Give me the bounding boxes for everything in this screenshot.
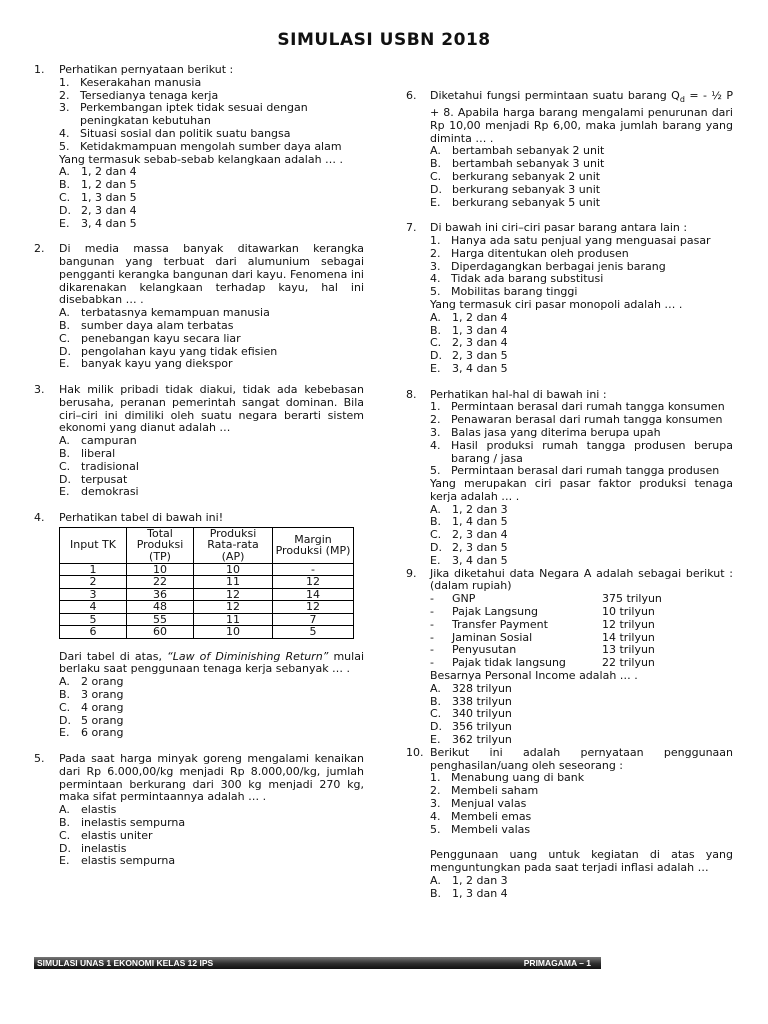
table-cell: 5 [60, 613, 127, 626]
answer-option: E. elastis sempurna [59, 854, 176, 868]
list-item: 5. Mobilitas barang tinggi [430, 285, 578, 299]
question-9 [406, 568, 733, 747]
question-prompt: Dari tabel di atas, “Law of Diminishing Return” mulai berlaku saat penggunaan tenaga kerja sebanyak … . [59, 649, 364, 676]
table-cell: 14 [273, 588, 354, 601]
table-row [60, 626, 354, 639]
table-header-cell: Produksi Rata-rata (AP) [194, 527, 273, 563]
answer-option: C. elastis uniter [59, 828, 153, 842]
answer-option: A. elastis [59, 803, 117, 817]
answer-option: C. 4 orang [59, 700, 124, 714]
table-cell: 7 [273, 613, 354, 626]
table-cell: 12 [194, 588, 273, 601]
answer-option: C. tradisional [59, 459, 139, 473]
question-stem: Berikut ini adalah pernyataan penggunaan penghasilan/uang oleh seseorang : [430, 745, 733, 772]
table-row [60, 563, 354, 576]
question-number: 2. [34, 242, 45, 256]
answer-option: C. 2, 3 dan 4 [430, 528, 508, 542]
list-item: 5. Ketidakmampuan mengolah sumber daya alam [59, 139, 342, 153]
answer-option: D. 2, 3 dan 5 [430, 349, 508, 363]
answer-option: D. pengolahan kayu yang tidak efisien [59, 344, 278, 358]
question-number: 10. [406, 745, 424, 759]
answer-option: E. 3, 4 dan 5 [430, 553, 508, 567]
answer-option: E. demokrasi [59, 485, 139, 499]
law-quote: “Law of Diminishing Return” [167, 649, 329, 663]
list-item: 3. Balas jasa yang diterima berupa upah [430, 425, 661, 439]
list-item: 1. Menabung uang di bank [430, 771, 585, 785]
list-item: 1. Hanya ada satu penjual yang menguasai pasar [430, 233, 711, 247]
answer-option: A. 2 orang [59, 675, 124, 689]
question-2 [34, 243, 364, 371]
list-item: 1. Permintaan berasal dari rumah tangga konsumen [430, 400, 725, 414]
data-row: - Penyusutan 13 trilyun [430, 643, 655, 657]
question-4 [34, 512, 364, 740]
answer-option: E. banyak kayu yang diekspor [59, 357, 233, 371]
list-item: 2. Penawaran berasal dari rumah tangga konsumen [430, 413, 723, 427]
table-cell: 10 [194, 626, 273, 639]
table-header-row [60, 527, 354, 563]
table-row [60, 576, 354, 589]
data-row: - GNP 375 trilyun [430, 592, 662, 606]
answer-option: A. 1, 2 dan 3 [430, 502, 508, 516]
table-row [60, 601, 354, 614]
question-1 [34, 64, 364, 230]
question-number: 3. [34, 382, 45, 396]
question-number: 6. [406, 89, 417, 102]
answer-option: D. berkurang sebanyak 3 unit [430, 182, 601, 196]
question-stem: Perhatikan pernyataan berikut : [59, 63, 234, 76]
answer-option: D. 5 orang [59, 713, 124, 727]
answer-option: A. terbatasnya kemampuan manusia [59, 306, 270, 320]
table-row [60, 588, 354, 601]
data-row: - Transfer Payment 12 trilyun [430, 617, 655, 631]
answer-option: C. 1, 3 dan 5 [59, 190, 137, 204]
list-item: 2. Harga ditentukan oleh produsen [430, 246, 629, 260]
table-cell: 4 [60, 601, 127, 614]
table-cell: 60 [127, 626, 194, 639]
answer-option: C. 340 trilyun [430, 707, 512, 721]
table-cell: 3 [60, 588, 127, 601]
table-cell: 55 [127, 613, 194, 626]
answer-option: E. 6 orang [59, 726, 124, 740]
question-8 [406, 389, 733, 568]
question-number: 5. [34, 752, 45, 766]
table-cell: 12 [273, 601, 354, 614]
answer-option: B. 338 trilyun [430, 694, 512, 708]
answer-option: B. 3 orang [59, 688, 124, 702]
answer-option: B. inelastis sempurna [59, 816, 186, 830]
question-6 [406, 90, 733, 209]
footer-page-label: PRIMAGAMA – 1 [523, 958, 591, 968]
table-cell: 2 [60, 576, 127, 589]
answer-option: A. 1, 2 dan 3 [430, 873, 508, 887]
answer-option: B. 1, 3 dan 4 [430, 323, 508, 337]
data-row: - Pajak Langsung 10 trilyun [430, 605, 655, 619]
question-7 [406, 222, 733, 376]
answer-option: A. 1, 2 dan 4 [59, 165, 137, 179]
question-stem: Di bawah ini ciri–ciri pasar barang antara lain : [430, 221, 688, 235]
table-cell: 10 [194, 563, 273, 576]
left-column [34, 64, 364, 868]
list-item: 4. Tidak ada barang substitusi [430, 272, 604, 286]
table-header-cell: Margin Produksi (MP) [273, 527, 354, 563]
question-stem: Perhatikan hal-hal di bawah ini : [430, 387, 607, 401]
question-number: 8. [406, 387, 417, 401]
table-cell: 12 [194, 601, 273, 614]
question-prompt: Besarnya Personal Income adalah … . [430, 669, 638, 683]
answer-option: D. 2, 3 dan 4 [59, 203, 137, 217]
answer-option: A. campuran [59, 434, 137, 448]
table-cell: 1 [60, 563, 127, 576]
answer-option: D. terpusat [59, 472, 128, 486]
answer-option: B. 1, 2 dan 5 [59, 178, 137, 192]
question-10 [406, 747, 733, 901]
answer-option: B. 1, 3 dan 4 [430, 886, 508, 900]
answer-option: E. 3, 4 dan 5 [430, 361, 508, 375]
table-cell: - [273, 563, 354, 576]
question-number: 1. [34, 63, 45, 76]
answer-option: D. 356 trilyun [430, 720, 512, 734]
answer-option: C. penebangan kayu secara liar [59, 331, 241, 345]
answer-option: D. 2, 3 dan 5 [430, 541, 508, 555]
list-item: 2. Tersedianya tenaga kerja [59, 88, 219, 102]
list-item: 3. Perkembangan iptek tidak sesuai dengan peningkatan kebutuhan [59, 101, 308, 128]
question-number: 9. [406, 566, 417, 580]
table-cell: 6 [60, 626, 127, 639]
answer-option: A. 328 trilyun [430, 681, 512, 695]
answer-option: C. berkurang sebanyak 2 unit [430, 169, 601, 183]
question-number: 4. [34, 510, 45, 524]
question-stem: Diketahui fungsi permintaan suatu barang $Q_d$ = - ½ P + 8. Apabila harga barang mengalami penurunan dari Rp 10,00 menjadi Rp 6,00, maka jumlah barang yang diminta … . [430, 89, 734, 145]
answer-option: E. berkurang sebanyak 5 unit [430, 195, 601, 209]
list-item: 1. Keserakahan manusia [59, 75, 202, 89]
answer-option: B. liberal [59, 446, 116, 460]
table-cell: 5 [273, 626, 354, 639]
list-item: 3. Menjual valas [430, 797, 527, 811]
list-item: 5. Permintaan berasal dari rumah tangga produsen [430, 464, 720, 478]
table-row [60, 613, 354, 626]
list-item: 3. Diperdagangkan berbagai jenis barang [430, 259, 666, 273]
answer-option: D. inelastis [59, 841, 127, 855]
table-header-cell: Input TK [60, 527, 127, 563]
list-item: 4. Membeli emas [430, 809, 532, 823]
question-stem: Perhatikan tabel di bawah ini! [59, 510, 224, 524]
question-prompt: Yang termasuk ciri pasar monopoli adalah … . [430, 297, 683, 311]
answer-option: E. 3, 4 dan 5 [59, 216, 137, 230]
table-cell: 22 [127, 576, 194, 589]
page-footer [34, 957, 601, 969]
answer-option: B. sumber daya alam terbatas [59, 318, 234, 332]
question-stem: Hak milik pribadi tidak diakui, tidak ada kebebasan berusaha, peranan pemerintah sangat dominan. Bila ciri–ciri ini dimiliki oleh suatu negara berarti sistem ekonomi yang dianut adalah … [59, 382, 364, 435]
list-item: 4. Situasi sosial dan politik suatu bangsa [59, 126, 291, 140]
table-cell: 11 [194, 613, 273, 626]
footer-left-text: SIMULASI UNAS 1 EKONOMI KELAS 12 IPS [37, 958, 214, 968]
question-3 [34, 384, 364, 499]
list-item: 5. Membeli valas [430, 822, 531, 836]
table-cell: 11 [194, 576, 273, 589]
answer-option: B. 1, 4 dan 5 [430, 515, 508, 529]
question-number: 7. [406, 221, 417, 235]
answer-option: E. 362 trilyun [430, 733, 512, 747]
question-prompt: Yang termasuk sebab-sebab kelangkaan adalah … . [59, 152, 344, 166]
question-stem: Di media massa banyak ditawarkan kerangka bangunan yang terbuat dari alumunium sebagai pengganti kerangka bangunan dari kayu. Fenomena ini dikarenakan kelangkaan terhadap kayu, hal ini disebabkan … . [59, 242, 364, 307]
question-stem: Pada saat harga minyak goreng mengalami kenaikan dari Rp 6.000,00/kg menjadi Rp 8.000,00/kg, jumlah permintaan berkurang dari 300 kg menjadi 270 kg, maka sifat permintaannya adalah … . [59, 752, 364, 804]
right-column [406, 90, 733, 900]
answer-option: A. bertambah sebanyak 2 unit [430, 144, 605, 158]
table-cell: 48 [127, 601, 194, 614]
page-title: SIMULASI USBN 2018 [277, 30, 491, 50]
question-prompt: Yang merupakan ciri pasar faktor produksi tenaga kerja adalah … . [430, 477, 733, 503]
list-item: 2. Membeli saham [430, 784, 539, 798]
table-header-cell: Total Produksi (TP) [127, 527, 194, 563]
list-item: 4. Hasil produksi rumah tangga produsen berupa barang / jasa [430, 438, 733, 465]
question-prompt: Penggunaan uang untuk kegiatan di atas yang menguntungkan pada saat terjadi inflasi adalah … [430, 848, 733, 874]
answer-option: B. bertambah sebanyak 3 unit [430, 157, 605, 171]
answer-option: A. 1, 2 dan 4 [430, 310, 508, 324]
table-cell: 10 [127, 563, 194, 576]
data-row: - Pajak tidak langsung 22 trilyun [430, 656, 655, 670]
question-5 [34, 753, 364, 868]
table-cell: 36 [127, 588, 194, 601]
data-row: - Jaminan Sosial 14 trilyun [430, 630, 655, 644]
table-cell: 12 [273, 576, 354, 589]
answer-option: C. 2, 3 dan 4 [430, 336, 508, 350]
production-table [59, 527, 354, 639]
question-stem: Jika diketahui data Negara A adalah sebagai berikut : (dalam rupiah) [430, 566, 733, 593]
